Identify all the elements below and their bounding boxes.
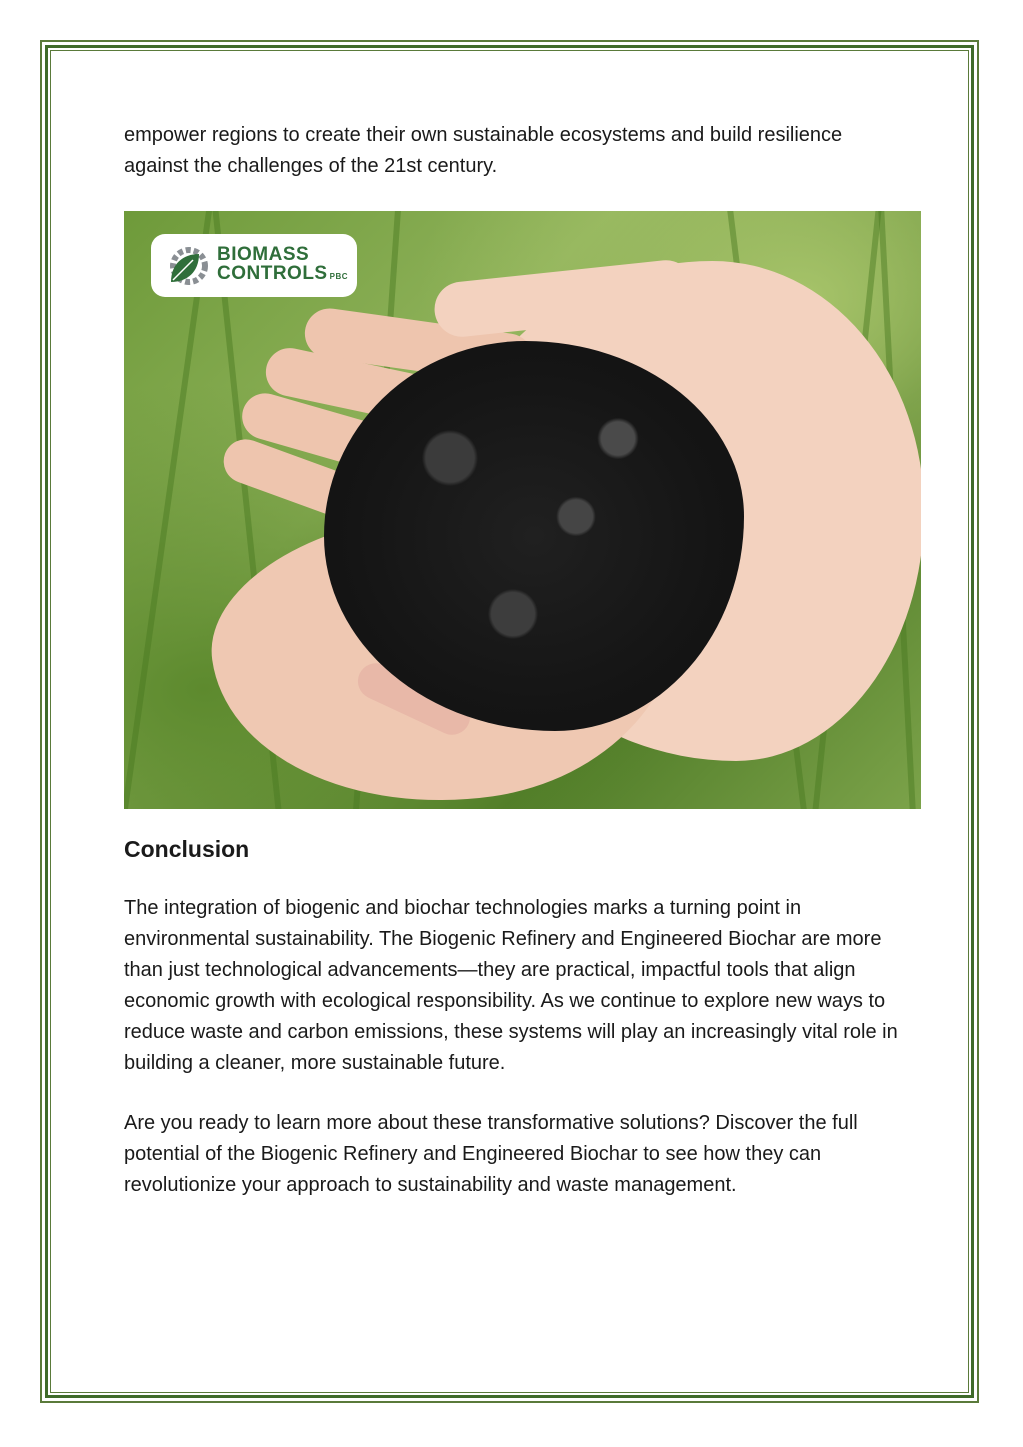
leaf-gear-icon <box>165 244 209 288</box>
logo-suffix: PBC <box>329 272 348 281</box>
intro-block <box>124 120 904 182</box>
conclusion-heading: Conclusion <box>124 836 250 862</box>
biochar-hands-photo <box>124 211 921 809</box>
conclusion-paragraph-2: Are you ready to learn more about these transformative solutions? Discover the full potential of the Biogenic Refinery and Engineered Biochar to see how they can revolutionize your approach to sustainability and waste management. <box>124 1112 858 1196</box>
conclusion-paragraph-1: The integration of biogenic and biochar technologies marks a turning point in environmental sustainability. The Biogenic Refinery and Engineered Biochar are more than just technological advancements—they are practical, impactful tools that align economic growth with ecological responsibility. As we continue to explore new ways to reduce waste and carbon emissions, these systems will play an increasingly vital role in building a cleaner, more sustainable future. <box>124 897 898 1074</box>
intro-paragraph: empower regions to create their own sustainable ecosystems and build resilience against the challenges of the 21st century. <box>124 124 843 177</box>
logo-wordmark <box>217 245 348 286</box>
logo-line2 <box>217 264 348 286</box>
logo-line1: BIOMASS <box>217 244 310 265</box>
biomass-controls-logo <box>151 234 357 297</box>
logo-line2-text: CONTROLS <box>217 263 328 284</box>
